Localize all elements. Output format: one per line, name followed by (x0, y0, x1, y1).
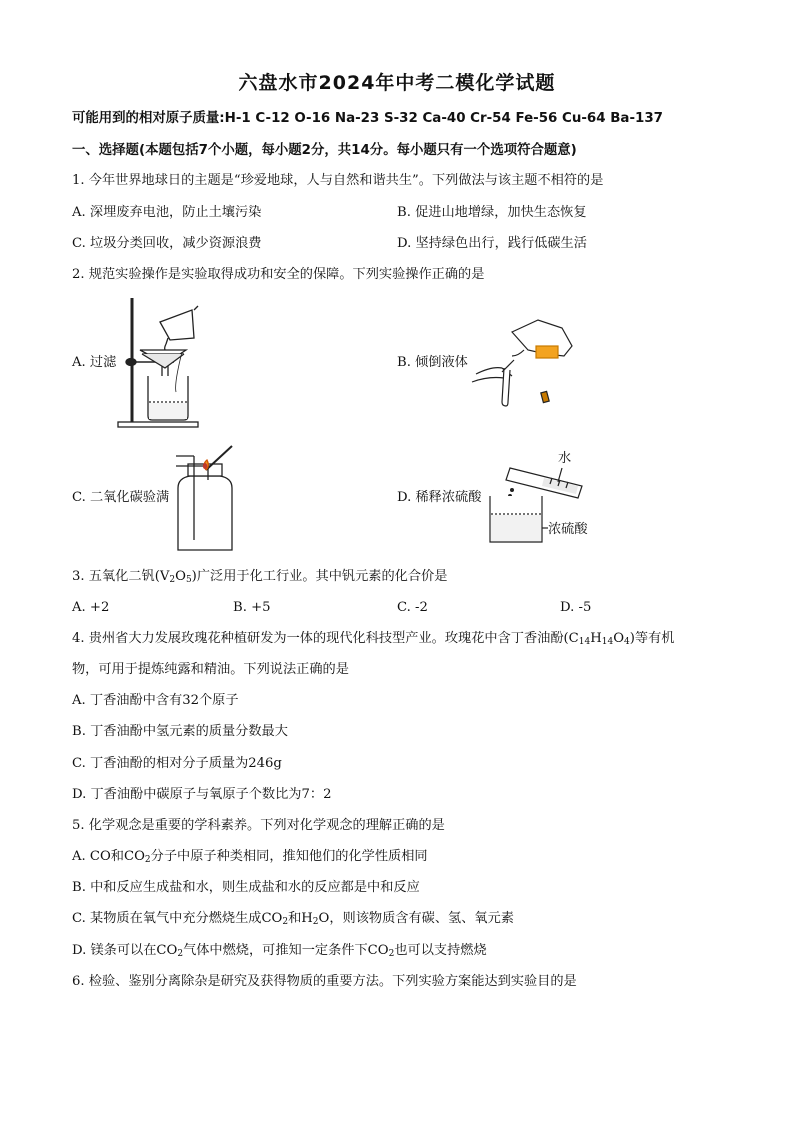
q3-option-a: A. +2 (72, 600, 110, 615)
q1-option-c: C. 垃圾分类回收，减少资源浪费 (72, 236, 262, 251)
q4-option-c: C. 丁香油酚的相对分子质量为246g (72, 756, 282, 771)
q4-stem-line1: 4. 贵州省大力发展玫瑰花种植研发为一体的现代化科技型产业。玫瑰花中含丁香油酚$(C_{14}H_{14}O_4)$等有机 (72, 631, 675, 647)
q2-option-a: A. 过滤 (72, 355, 117, 370)
q3-stem: 3. 五氧化二钒$(V_2O_5)$广泛用于化工行业。其中钒元素的化合价是 (72, 569, 448, 585)
q5-option-c: C. 某物质在氧气中充分燃烧生成$CO_2$和$H_2O$，则该物质含有碳、氢、氧元素 (72, 911, 514, 927)
q5-option-b: B. 中和反应生成盐和水，则生成盐和水的反应都是中和反应 (72, 880, 420, 895)
q5-stem: 5. 化学观念是重要的学科素养。下列对化学观念的理解正确的是 (72, 818, 445, 833)
q4-option-d: D. 丁香油酚中碳原子与氧原子个数比为7：2 (72, 787, 332, 802)
q1-option-d: D. 坚持绿色出行，践行低碳生活 (397, 236, 587, 251)
co2-test-figure (172, 440, 238, 554)
q2-option-c: C. 二氧化碳验满 (72, 490, 170, 505)
page-title: 六盘水市2024年中考二模化学试题 (238, 72, 556, 94)
pouring-figure (468, 310, 580, 410)
q2-option-d: D. 稀释浓硫酸 (397, 490, 482, 505)
q5-option-a: A. CO和$CO_2$分子中原子种类相同，推知他们的化学性质相同 (72, 849, 428, 865)
q4-stem-line2: 物，可用于提炼纯露和精油。下列说法正确的是 (72, 662, 349, 677)
q4-option-b: B. 丁香油酚中氢元素的质量分数最大 (72, 724, 288, 739)
section-heading: 一、选择题(本题包括7个小题，每小题2分，共14分。每小题只有一个选项符合题意) (72, 143, 577, 158)
q3-option-d: D. -5 (560, 600, 592, 615)
q2-option-b: B. 倾倒液体 (397, 355, 468, 370)
q1-option-a: A. 深埋废弃电池，防止土壤污染 (72, 205, 262, 220)
q3-option-c: C. -2 (397, 600, 428, 615)
q5-option-d: D. 镁条可以在$CO_2$气体中燃烧，可推知一定条件下$CO_2$也可以支持燃烧 (72, 943, 487, 959)
q4-option-a: A. 丁香油酚中含有32个原子 (72, 693, 239, 708)
filtration-figure (112, 294, 212, 430)
q6-stem: 6. 检验、鉴别分离除杂是研究及获得物质的重要方法。下列实验方案能达到实验目的是 (72, 974, 577, 989)
label-conc-acid: 浓硫酸 (548, 522, 588, 537)
q3-option-b: B. +5 (233, 600, 271, 615)
q2-stem: 2. 规范实验操作是实验取得成功和安全的保障。下列实验操作正确的是 (72, 267, 485, 282)
q1-stem: 1. 今年世界地球日的主题是“珍爱地球，人与自然和谐共生”。下列做法与该主题不相符的是 (72, 173, 604, 188)
atomic-masses: 可能用到的相对原子质量:H-1 C-12 O-16 Na-23 S-32 Ca-40 Cr-54 Fe-56 Cu-64 Ba-137 (72, 111, 663, 126)
label-water: 水 (558, 451, 572, 466)
q1-option-b: B. 促进山地增绿，加快生态恢复 (397, 205, 587, 220)
